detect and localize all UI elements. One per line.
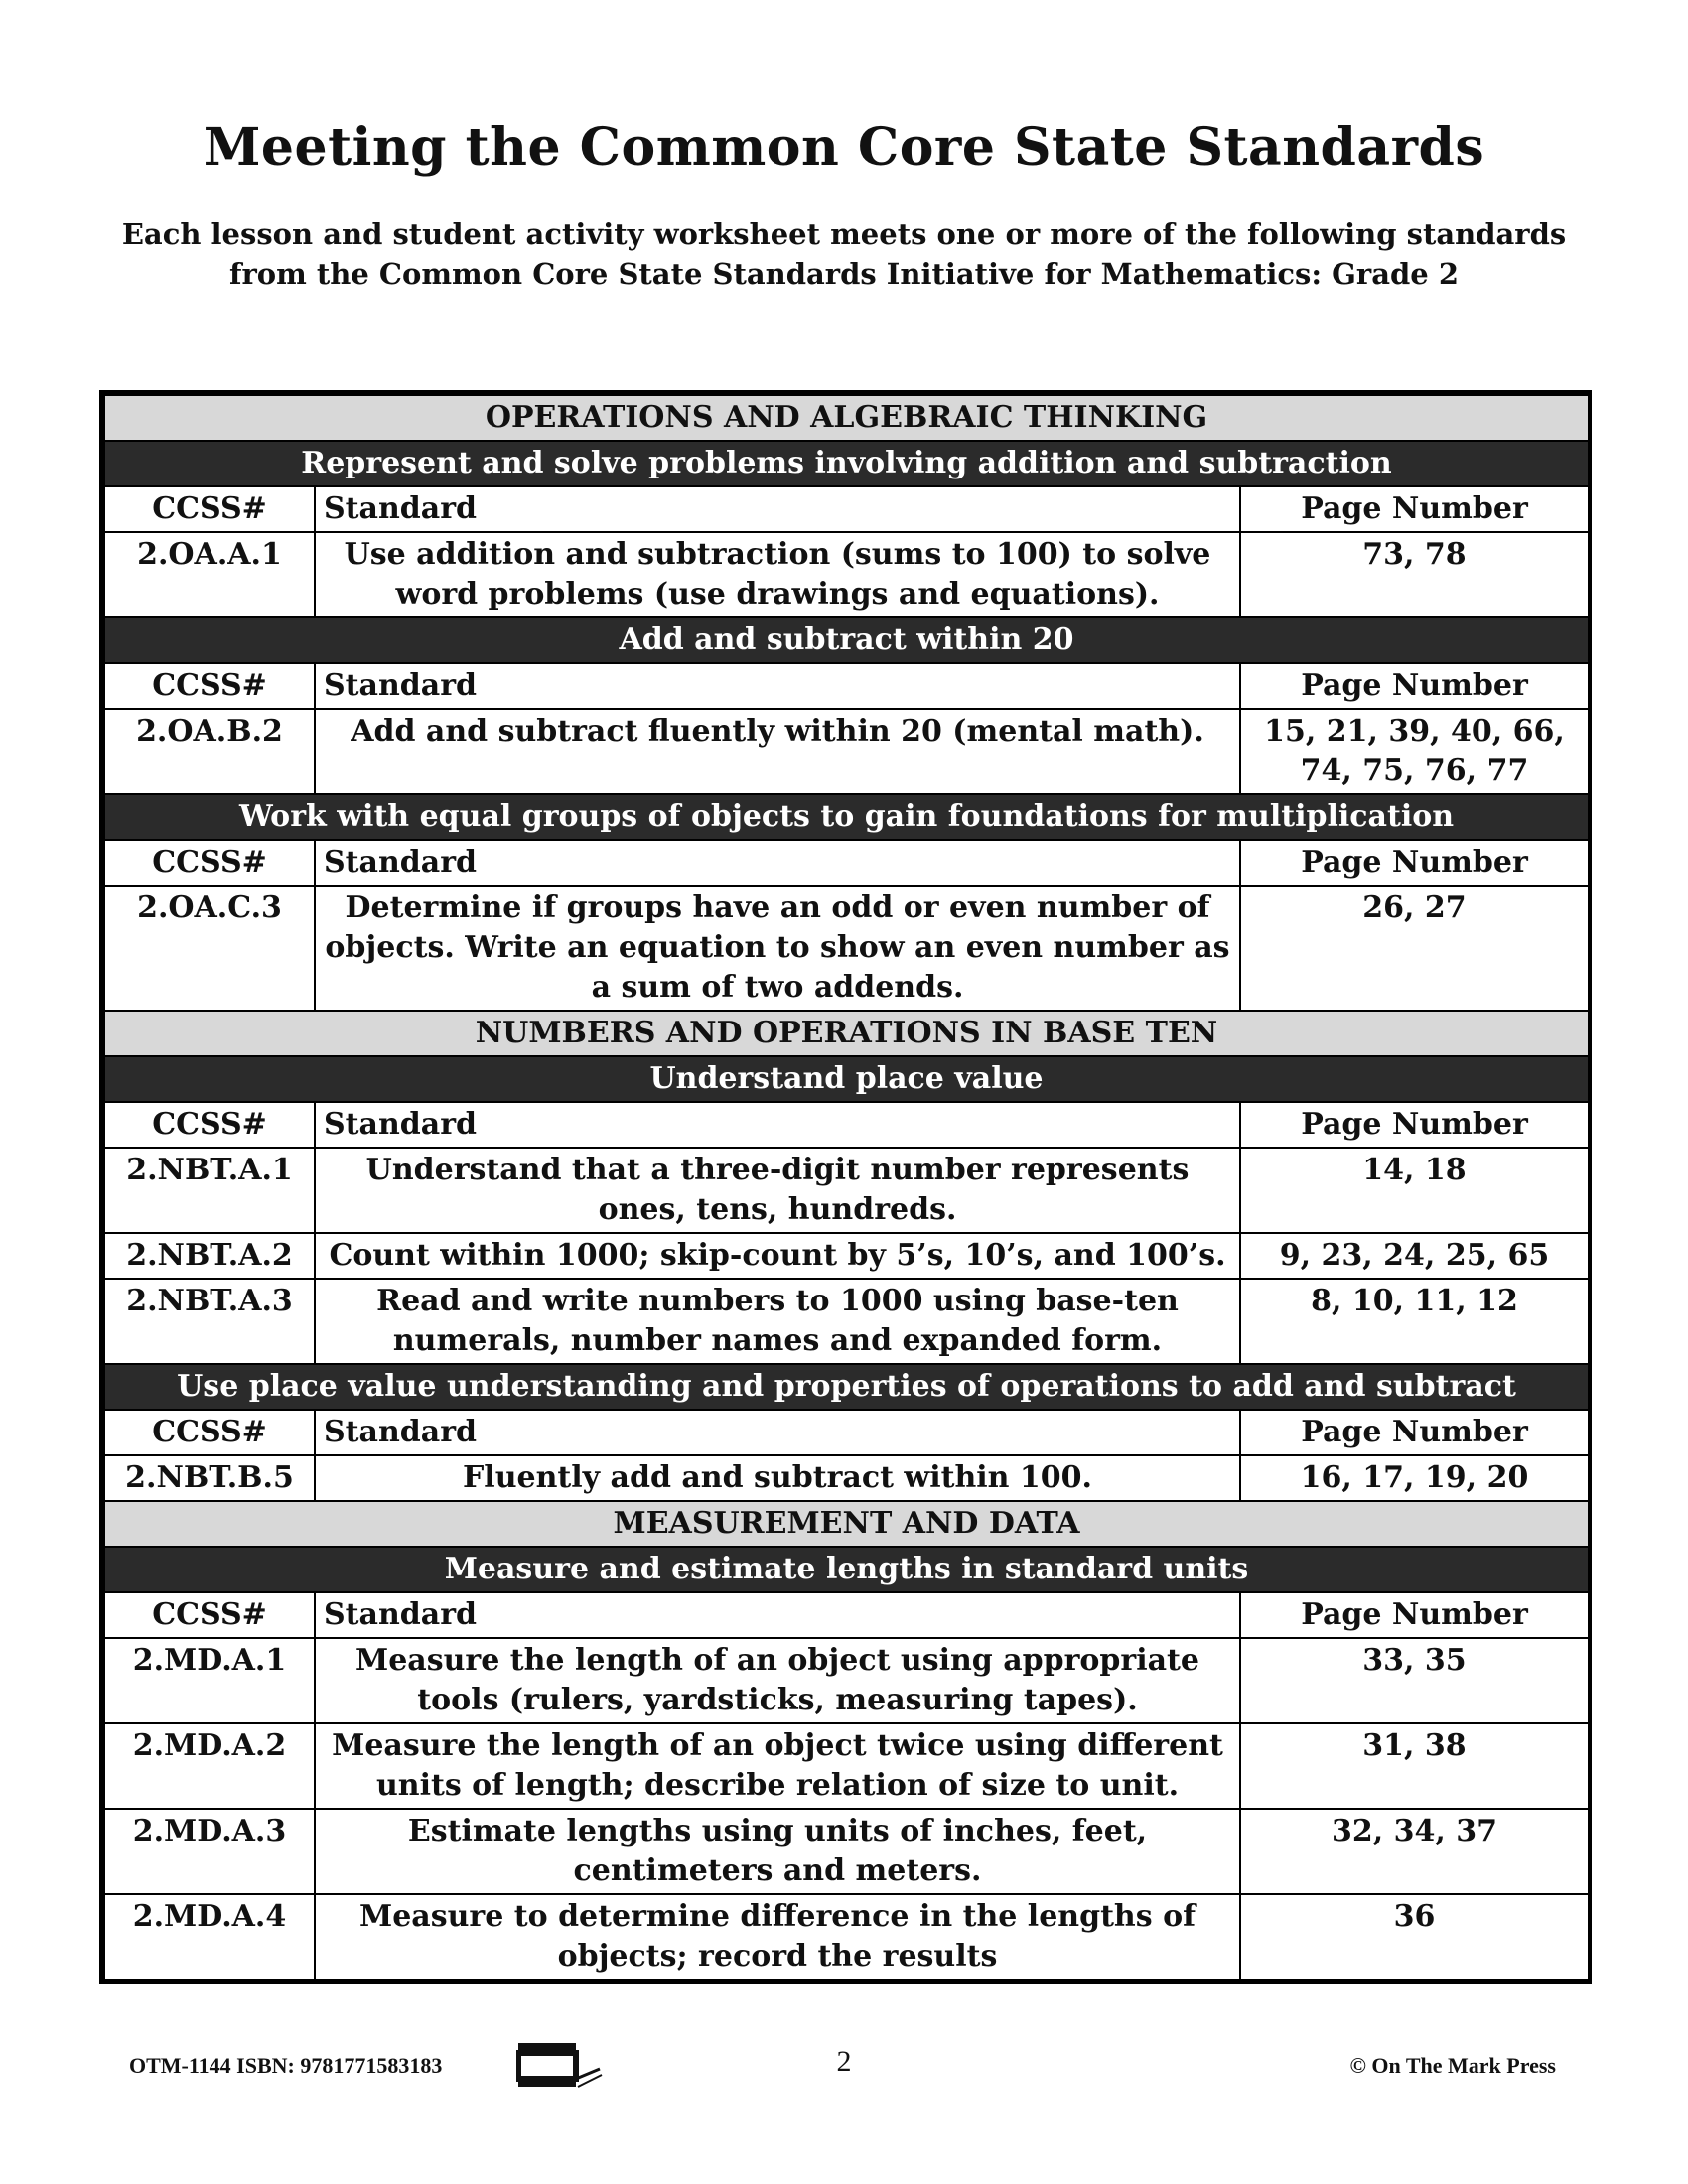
column-header-row xyxy=(104,840,1589,886)
standard-text: Use addition and subtraction (sums to 100) to solve word problems (use drawings and equations). xyxy=(315,532,1240,617)
column-header-standard: Standard xyxy=(315,1102,1240,1148)
ccss-code: 2.MD.A.3 xyxy=(104,1809,315,1894)
table-row xyxy=(104,1279,1589,1364)
ccss-code: 2.NBT.B.5 xyxy=(104,1455,315,1501)
domain-title: MEASUREMENT AND DATA xyxy=(104,1501,1589,1547)
standards-table-body xyxy=(104,395,1589,1979)
standard-text: Measure the length of an object using appropriate tools (rulers, yardsticks, measuring tapes). xyxy=(315,1638,1240,1723)
page-numbers: 15, 21, 39, 40, 66, 74, 75, 76, 77 xyxy=(1240,709,1589,794)
domain-header-row xyxy=(104,1011,1589,1056)
domain-title: NUMBERS AND OPERATIONS IN BASE TEN xyxy=(104,1011,1589,1056)
cluster-header-row xyxy=(104,794,1589,840)
cluster-title: Work with equal groups of objects to gain foundations for multiplication xyxy=(104,794,1589,840)
column-header-page: Page Number xyxy=(1240,486,1589,532)
ccss-code: 2.NBT.A.3 xyxy=(104,1279,315,1364)
column-header-standard: Standard xyxy=(315,1410,1240,1455)
standard-text: Measure to determine difference in the lengths of objects; record the results xyxy=(315,1894,1240,1979)
page-numbers: 33, 35 xyxy=(1240,1638,1589,1723)
standard-text: Fluently add and subtract within 100. xyxy=(315,1455,1240,1501)
page-numbers: 26, 27 xyxy=(1240,886,1589,1011)
cluster-header-row xyxy=(104,1364,1589,1410)
column-header-ccss: CCSS# xyxy=(104,840,315,886)
table-row xyxy=(104,532,1589,617)
cluster-header-row xyxy=(104,441,1589,486)
ccss-code: 2.MD.A.4 xyxy=(104,1894,315,1979)
page-numbers: 73, 78 xyxy=(1240,532,1589,617)
ccss-code: 2.NBT.A.1 xyxy=(104,1148,315,1233)
column-header-page: Page Number xyxy=(1240,1410,1589,1455)
cluster-title: Add and subtract within 20 xyxy=(104,617,1589,663)
subtitle-line-1: Each lesson and student activity worksheet meets one or more of the following standards xyxy=(121,217,1567,251)
table-row xyxy=(104,1455,1589,1501)
ccss-code: 2.NBT.A.2 xyxy=(104,1233,315,1279)
column-header-page: Page Number xyxy=(1240,1102,1589,1148)
table-row xyxy=(104,1809,1589,1894)
cluster-header-row xyxy=(104,1547,1589,1592)
page-numbers: 14, 18 xyxy=(1240,1148,1589,1233)
column-header-ccss: CCSS# xyxy=(104,1102,315,1148)
cluster-title: Use place value understanding and properties of operations to add and subtract xyxy=(104,1364,1589,1410)
column-header-page: Page Number xyxy=(1240,663,1589,709)
domain-header-row xyxy=(104,395,1589,441)
cluster-header-row xyxy=(104,617,1589,663)
subtitle-line-2: from the Common Core State Standards Initiative for Mathematics: Grade 2 xyxy=(228,257,1459,291)
column-header-row xyxy=(104,663,1589,709)
column-header-row xyxy=(104,1410,1589,1455)
footer-isbn: OTM-1144 ISBN: 9781771583183 xyxy=(129,2053,443,2078)
column-header-standard: Standard xyxy=(315,840,1240,886)
cluster-header-row xyxy=(104,1056,1589,1102)
column-header-page: Page Number xyxy=(1240,1592,1589,1638)
cluster-title: Measure and estimate lengths in standard units xyxy=(104,1547,1589,1592)
table-row xyxy=(104,886,1589,1011)
cluster-title: Represent and solve problems involving addition and subtraction xyxy=(104,441,1589,486)
standards-table xyxy=(99,390,1592,1984)
standard-text: Understand that a three-digit number represents ones, tens, hundreds. xyxy=(315,1148,1240,1233)
cluster-title: Understand place value xyxy=(104,1056,1589,1102)
column-header-ccss: CCSS# xyxy=(104,663,315,709)
standard-text: Estimate lengths using units of inches, feet, centimeters and meters. xyxy=(315,1809,1240,1894)
table-row xyxy=(104,1638,1589,1723)
table-row xyxy=(104,1723,1589,1809)
column-header-row xyxy=(104,486,1589,532)
column-header-standard: Standard xyxy=(315,1592,1240,1638)
standard-text: Count within 1000; skip-count by 5’s, 10’s, and 100’s. xyxy=(315,1233,1240,1279)
standard-text: Determine if groups have an odd or even number of objects. Write an equation to show an even number as a sum of two addends. xyxy=(315,886,1240,1011)
column-header-page: Page Number xyxy=(1240,840,1589,886)
standard-text: Read and write numbers to 1000 using base-ten numerals, number names and expanded form. xyxy=(315,1279,1240,1364)
ccss-code: 2.OA.B.2 xyxy=(104,709,315,794)
standard-text: Measure the length of an object twice using different units of length; describe relation of size to unit. xyxy=(315,1723,1240,1809)
column-header-standard: Standard xyxy=(315,663,1240,709)
page-numbers: 8, 10, 11, 12 xyxy=(1240,1279,1589,1364)
page-numbers: 31, 38 xyxy=(1240,1723,1589,1809)
column-header-standard: Standard xyxy=(315,486,1240,532)
table-row xyxy=(104,709,1589,794)
standard-text: Add and subtract fluently within 20 (mental math). xyxy=(315,709,1240,794)
page-numbers: 16, 17, 19, 20 xyxy=(1240,1455,1589,1501)
footer-page-number: 2 xyxy=(836,2045,852,2078)
page-title: Meeting the Common Core State Standards xyxy=(203,117,1485,178)
column-header-row xyxy=(104,1592,1589,1638)
ccss-code: 2.MD.A.2 xyxy=(104,1723,315,1809)
page-numbers: 32, 34, 37 xyxy=(1240,1809,1589,1894)
table-row xyxy=(104,1233,1589,1279)
table-row xyxy=(104,1894,1589,1979)
ccss-code: 2.OA.A.1 xyxy=(104,532,315,617)
page-numbers: 36 xyxy=(1240,1894,1589,1979)
column-header-ccss: CCSS# xyxy=(104,1410,315,1455)
footer-copyright: © On The Mark Press xyxy=(1349,2053,1556,2078)
column-header-ccss: CCSS# xyxy=(104,486,315,532)
ccss-code: 2.MD.A.1 xyxy=(104,1638,315,1723)
page-numbers: 9, 23, 24, 25, 65 xyxy=(1240,1233,1589,1279)
domain-header-row xyxy=(104,1501,1589,1547)
ccss-code: 2.OA.C.3 xyxy=(104,886,315,1011)
column-header-ccss: CCSS# xyxy=(104,1592,315,1638)
domain-title: OPERATIONS AND ALGEBRAIC THINKING xyxy=(104,395,1589,441)
column-header-row xyxy=(104,1102,1589,1148)
page-subtitle xyxy=(0,214,1688,294)
table-row xyxy=(104,1148,1589,1233)
